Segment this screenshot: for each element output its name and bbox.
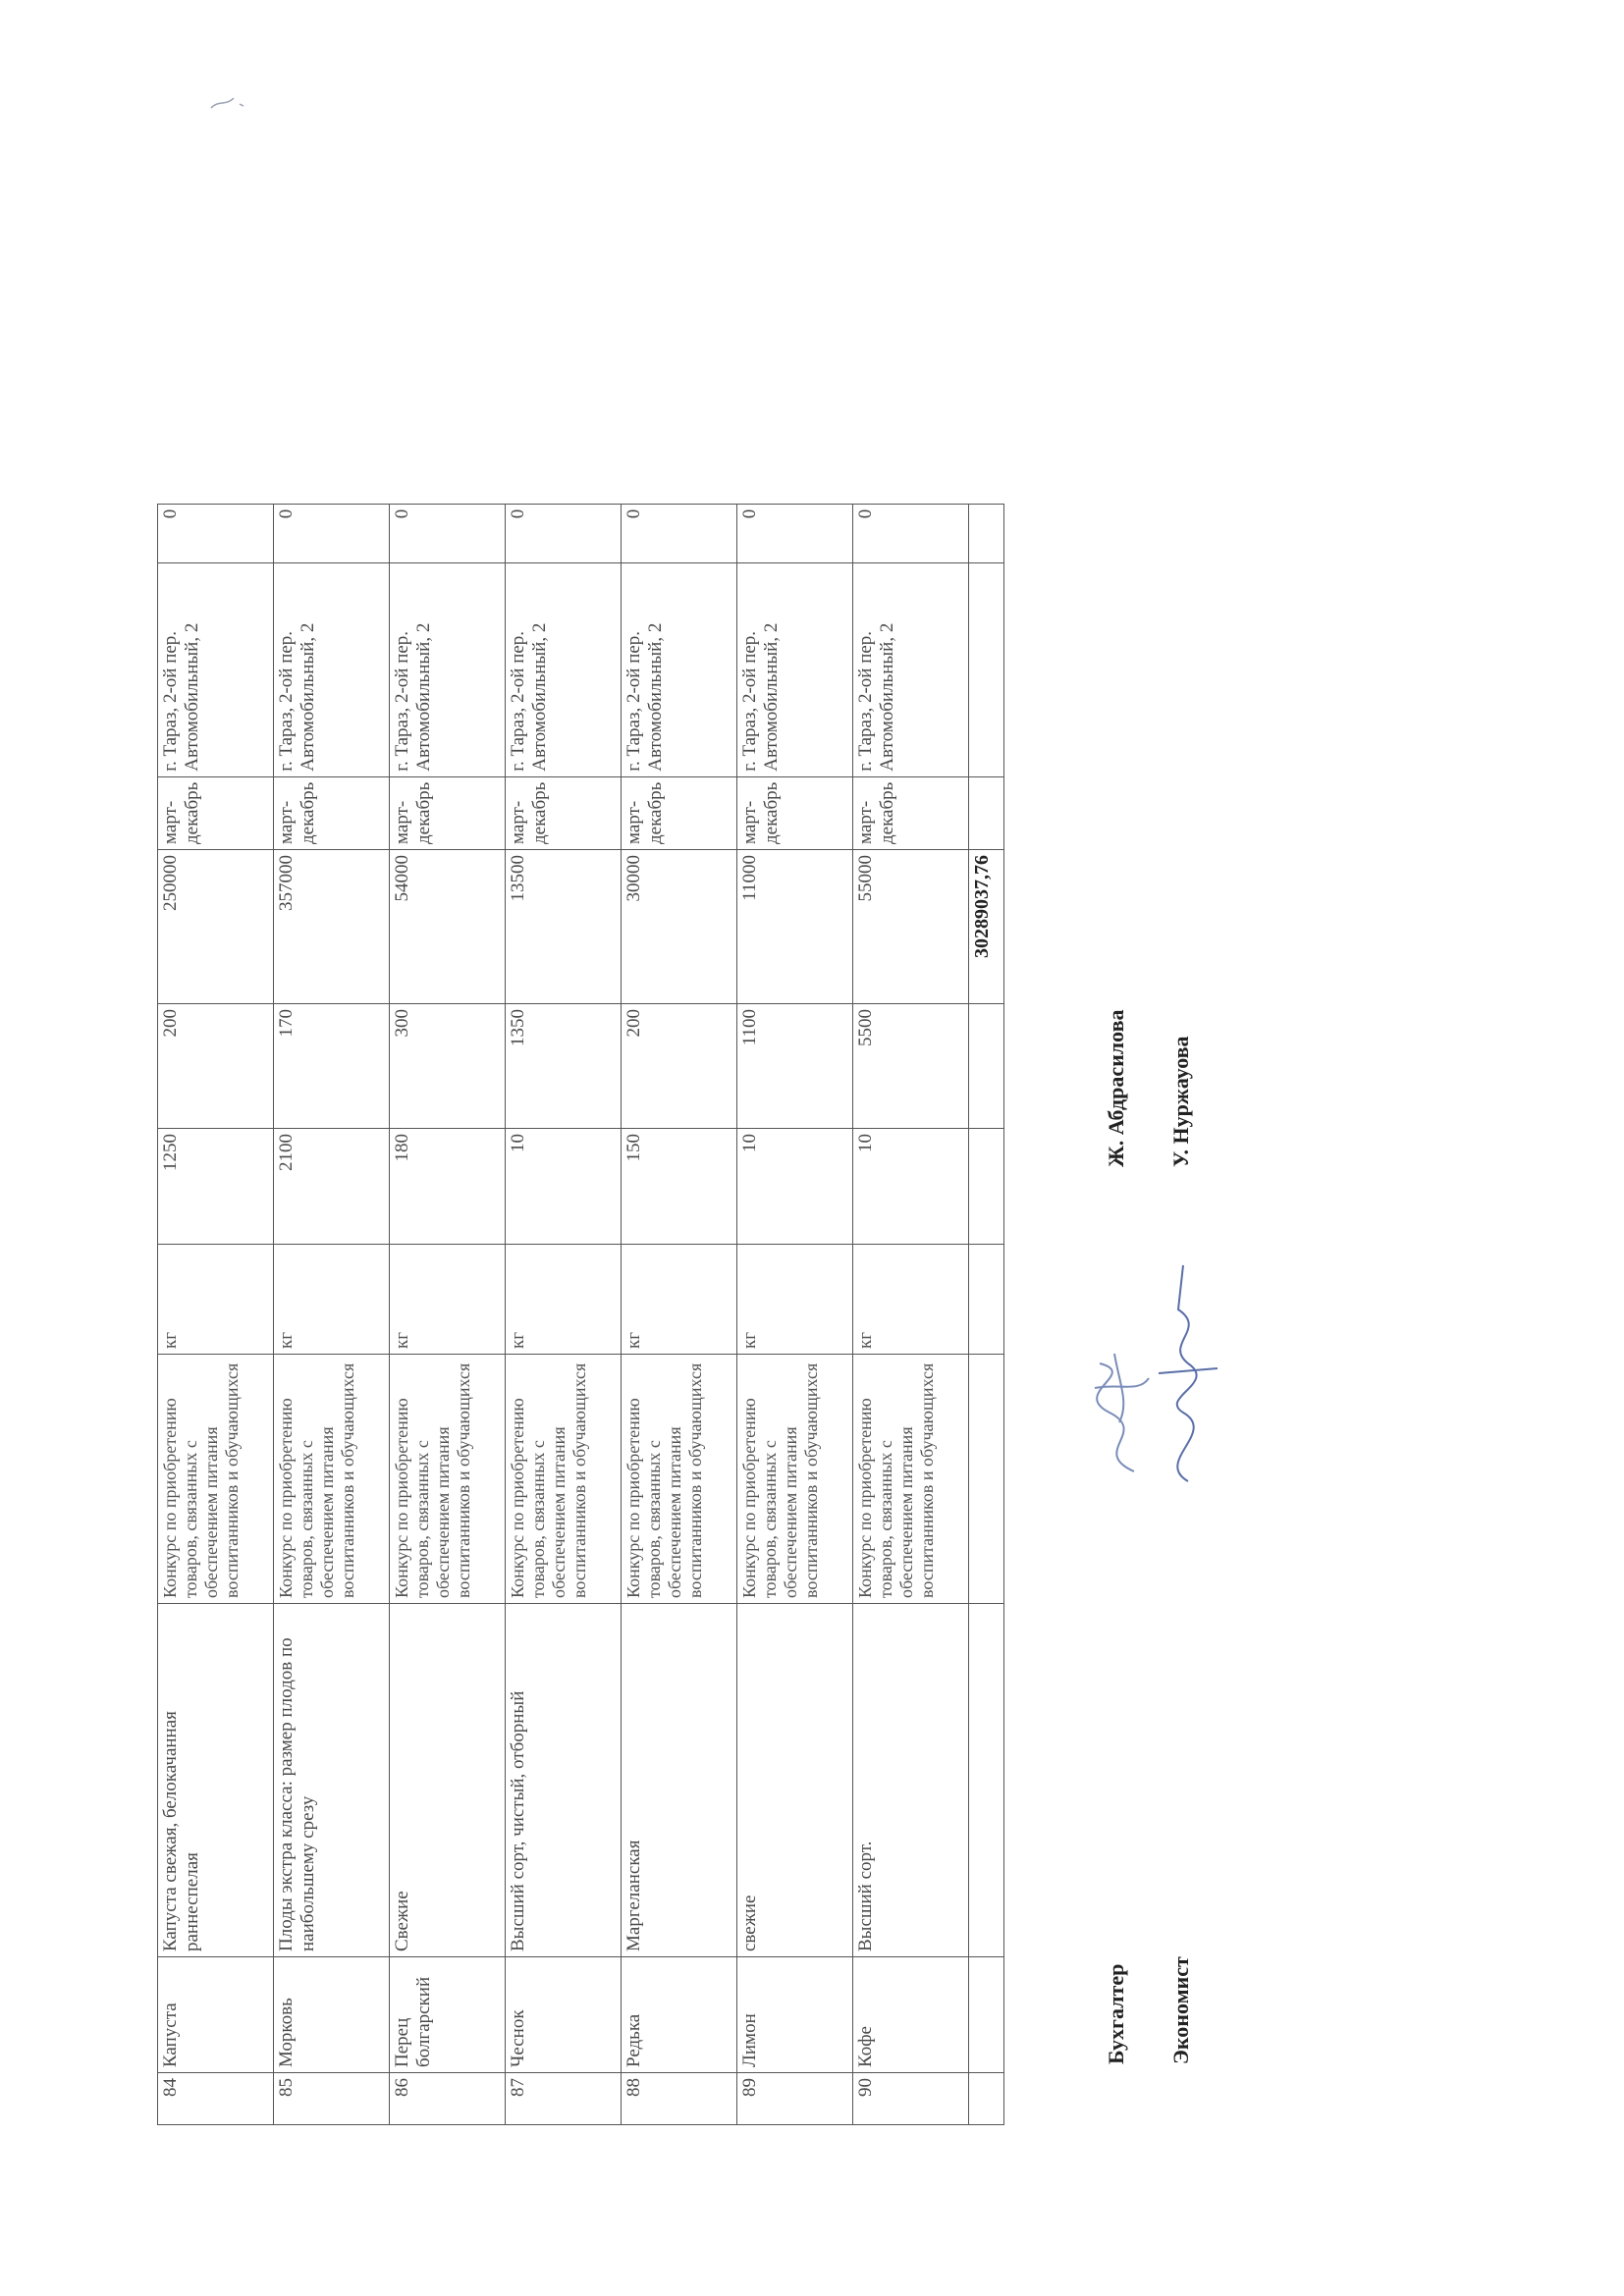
delivery-place: г. Тараз, 2-ой пер. Автомобильный, 2: [622, 562, 737, 776]
accountant-name: Ж. Абдрасилова: [1104, 1009, 1128, 1167]
table-row: [853, 504, 969, 2124]
delivery-place: г. Тараз, 2-ой пер. Автомобильный, 2: [853, 562, 969, 776]
empty-cell: [969, 1129, 1004, 1245]
delivery-period: март-декабрь: [853, 776, 969, 849]
table-row: [506, 504, 622, 2124]
table-row: [274, 504, 390, 2124]
advance-payment: 0: [737, 504, 853, 562]
unit-price: 1350: [506, 1004, 622, 1129]
procurement-method: Конкурс по приобретению товаров, связанных с обеспечением питания воспитанников и обучающихся: [274, 1355, 390, 1604]
quantity: 180: [390, 1129, 506, 1245]
procurement-method: Конкурс по приобретению товаров, связанных с обеспечением питания воспитанников и обучающихся: [622, 1355, 737, 1604]
row-number: 90: [853, 2073, 969, 2125]
quantity: 1250: [158, 1129, 274, 1245]
product-description: Маргеланская: [622, 1604, 737, 1957]
product-description: Свежие: [390, 1604, 506, 1957]
delivery-period: март-декабрь: [158, 776, 274, 849]
row-number: 86: [390, 2073, 506, 2125]
empty-cell: [969, 1604, 1004, 1957]
product-description: Высший сорт, чистый, отборный: [506, 1604, 622, 1957]
row-number: 88: [622, 2073, 737, 2125]
procurement-table: [157, 504, 1004, 2125]
unit-price: 170: [274, 1004, 390, 1129]
economist-signature: [1149, 1255, 1227, 1491]
quantity: 10: [506, 1129, 622, 1245]
empty-cell: [969, 562, 1004, 776]
delivery-place: г. Тараз, 2-ой пер. Автомобильный, 2: [737, 562, 853, 776]
product-name: Перец болгарский: [390, 1957, 506, 2073]
economist-title: Экономист: [1168, 1956, 1193, 2064]
accountant-signature: [1080, 1305, 1159, 1481]
table-row: [622, 504, 737, 2124]
product-name: Чеснок: [506, 1957, 622, 2073]
empty-cell: [969, 1957, 1004, 2073]
table-body: [158, 504, 1004, 2124]
delivery-period: март-декабрь: [506, 776, 622, 849]
accountant-title: Бухгалтер: [1104, 1963, 1128, 2064]
table-row: [390, 504, 506, 2124]
amount: 357000: [274, 850, 390, 1004]
advance-payment: 0: [390, 504, 506, 562]
amount: 30000: [622, 850, 737, 1004]
empty-cell: [969, 1004, 1004, 1129]
procurement-method: Конкурс по приобретению товаров, связанных с обеспечением питания воспитанников и обучающихся: [506, 1355, 622, 1604]
delivery-place: г. Тараз, 2-ой пер. Автомобильный, 2: [158, 562, 274, 776]
quantity: 2100: [274, 1129, 390, 1245]
product-description: Плоды экстра класса: размер плодов по наибольшему срезу: [274, 1604, 390, 1957]
row-number: 85: [274, 2073, 390, 2125]
quantity: 10: [737, 1129, 853, 1245]
empty-cell: [969, 1355, 1004, 1604]
empty-cell: [969, 504, 1004, 562]
total-row: [969, 504, 1004, 2124]
unit-price: 200: [622, 1004, 737, 1129]
unit-of-measure: кг: [853, 1245, 969, 1355]
unit-price: 5500: [853, 1004, 969, 1129]
product-description: Высший сорт.: [853, 1604, 969, 1957]
unit-of-measure: кг: [622, 1245, 737, 1355]
unit-of-measure: кг: [390, 1245, 506, 1355]
delivery-period: март-декабрь: [390, 776, 506, 849]
product-name: Редька: [622, 1957, 737, 2073]
amount: 11000: [737, 850, 853, 1004]
unit-of-measure: кг: [274, 1245, 390, 1355]
amount: 13500: [506, 850, 622, 1004]
procurement-method: Конкурс по приобретению товаров, связанных с обеспечением питания воспитанников и обучающихся: [390, 1355, 506, 1604]
delivery-place: г. Тараз, 2-ой пер. Автомобильный, 2: [506, 562, 622, 776]
procurement-method: Конкурс по приобретению товаров, связанных с обеспечением питания воспитанников и обучающихся: [158, 1355, 274, 1604]
unit-price: 200: [158, 1004, 274, 1129]
advance-payment: 0: [274, 504, 390, 562]
advance-payment: 0: [506, 504, 622, 562]
product-name: Морковь: [274, 1957, 390, 2073]
unit-price: 300: [390, 1004, 506, 1129]
advance-payment: 0: [853, 504, 969, 562]
unit-of-measure: кг: [737, 1245, 853, 1355]
quantity: 150: [622, 1129, 737, 1245]
row-number: 84: [158, 2073, 274, 2125]
delivery-place: г. Тараз, 2-ой пер. Автомобильный, 2: [274, 562, 390, 776]
row-number: 87: [506, 2073, 622, 2125]
product-name: Кофе: [853, 1957, 969, 2073]
grand-total: 30289037,76: [969, 850, 1004, 1004]
product-description: Капуста свежая, белокачанная раннеспелая: [158, 1604, 274, 1957]
amount: 55000: [853, 850, 969, 1004]
delivery-period: март-декабрь: [274, 776, 390, 849]
empty-cell: [969, 1245, 1004, 1355]
procurement-method: Конкурс по приобретению товаров, связанных с обеспечением питания воспитанников и обучающихся: [737, 1355, 853, 1604]
amount: 250000: [158, 850, 274, 1004]
product-description: свежие: [737, 1604, 853, 1957]
table-row: [158, 504, 274, 2124]
procurement-method: Конкурс по приобретению товаров, связанных с обеспечением питания воспитанников и обучающихся: [853, 1355, 969, 1604]
empty-cell: [969, 776, 1004, 849]
quantity: 10: [853, 1129, 969, 1245]
advance-payment: 0: [158, 504, 274, 562]
row-number: 89: [737, 2073, 853, 2125]
empty-cell: [969, 2073, 1004, 2125]
product-name: Лимон: [737, 1957, 853, 2073]
scan-speck: [206, 88, 255, 118]
advance-payment: 0: [622, 504, 737, 562]
delivery-period: март-декабрь: [622, 776, 737, 849]
product-name: Капуста: [158, 1957, 274, 2073]
table-row: [737, 504, 853, 2124]
economist-name: У. Нуржауова: [1168, 1036, 1193, 1167]
delivery-period: март-декабрь: [737, 776, 853, 849]
unit-of-measure: кг: [506, 1245, 622, 1355]
amount: 54000: [390, 850, 506, 1004]
delivery-place: г. Тараз, 2-ой пер. Автомобильный, 2: [390, 562, 506, 776]
unit-price: 1100: [737, 1004, 853, 1129]
unit-of-measure: кг: [158, 1245, 274, 1355]
